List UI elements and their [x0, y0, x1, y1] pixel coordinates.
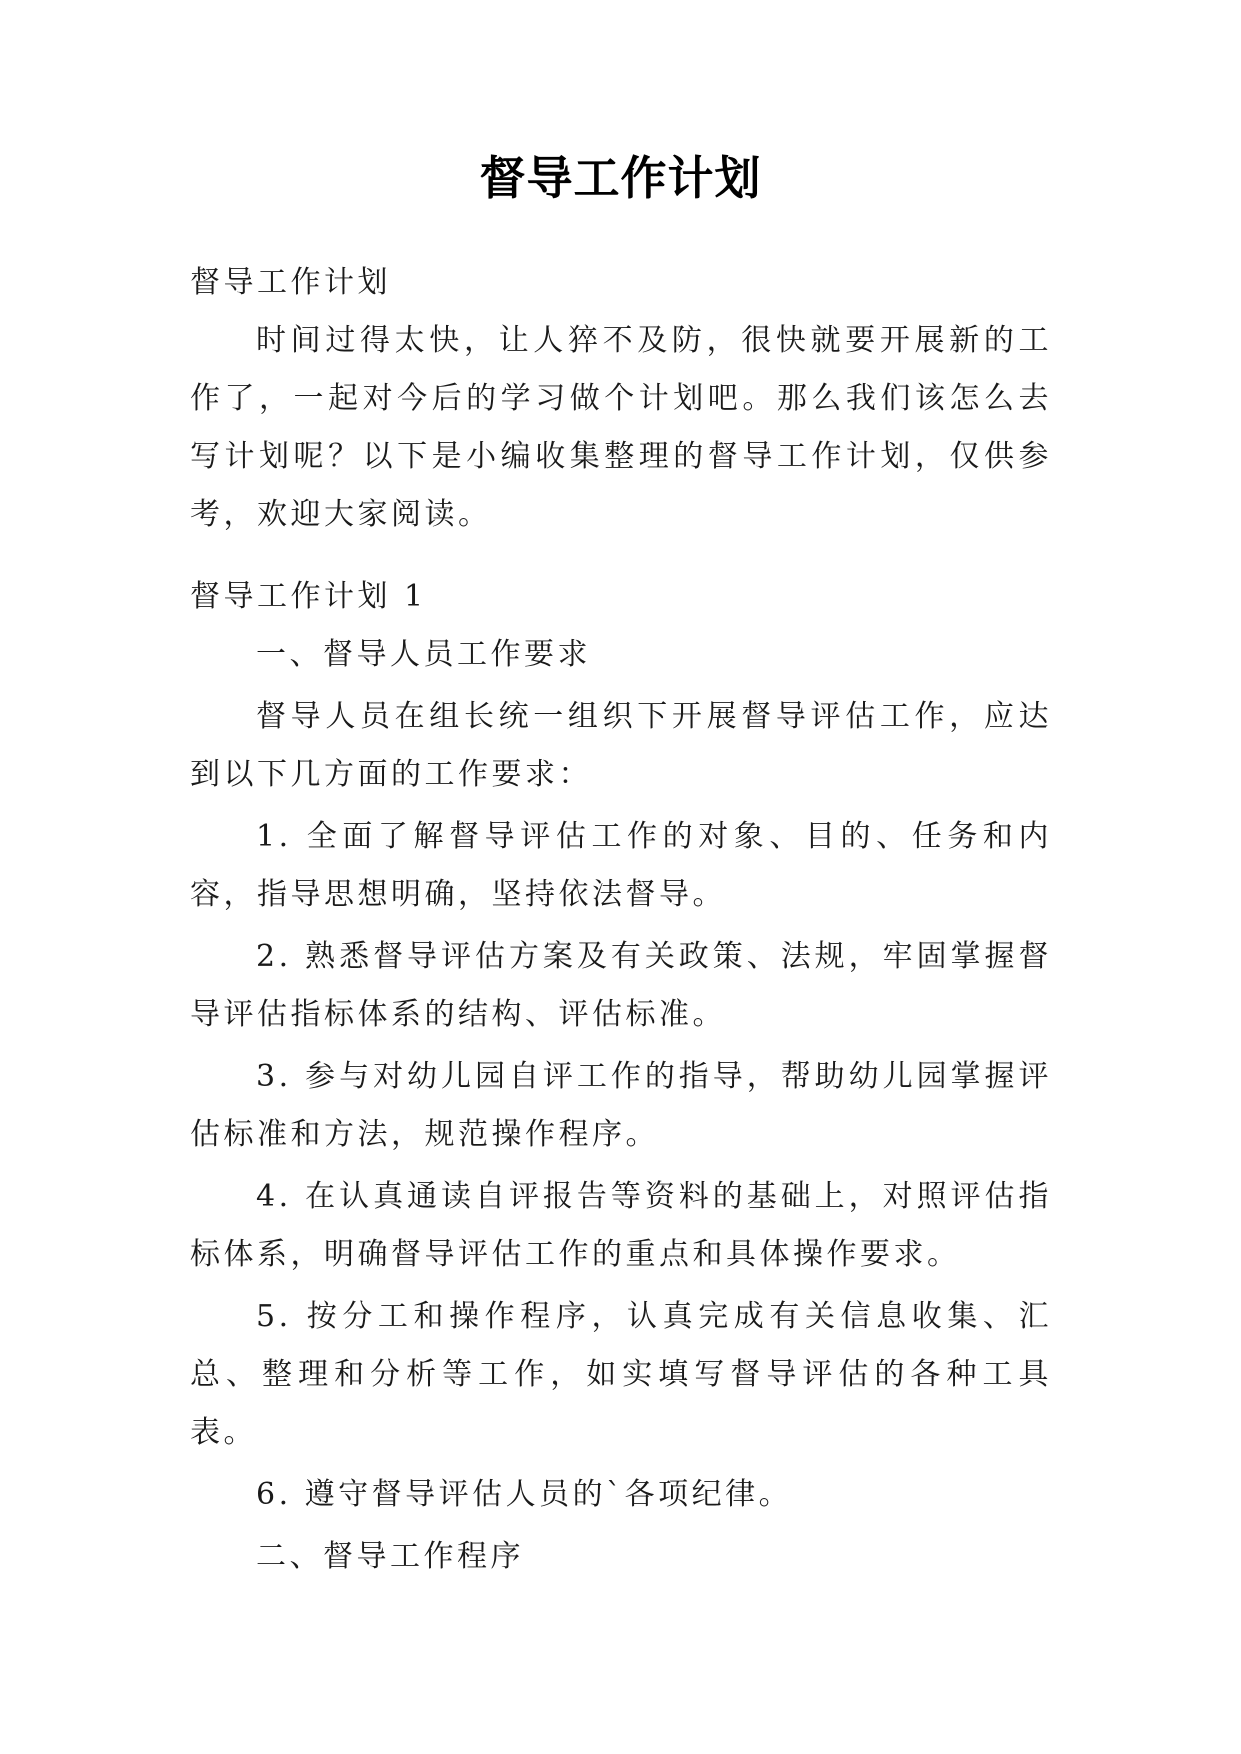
requirement-item-2: 2. 熟悉督导评估方案及有关政策、法规，牢固掌握督导评估指标体系的结构、评估标准。	[190, 939, 1052, 1032]
section-1-block	[190, 568, 1052, 1586]
requirement-item-5: 5. 按分工和操作程序，认真完成有关信息收集、汇总、整理和分析等工作，如实填写督导评估的各种工具表。	[190, 1299, 1052, 1450]
section-heading: 督导工作计划 1	[190, 579, 427, 614]
part-1-heading: 一、督导人员工作要求	[256, 637, 591, 672]
requirement-item-6: 6. 遵守督导评估人员的`各项纪律。	[256, 1477, 793, 1512]
part-2-heading: 二、督导工作程序	[256, 1539, 524, 1574]
requirement-item-3: 3. 参与对幼儿园自评工作的指导，帮助幼儿园掌握评估标准和方法，规范操作程序。	[190, 1059, 1052, 1152]
requirement-item-1: 1. 全面了解督导评估工作的对象、目的、任务和内容，指导思想明确，坚持依法督导。	[190, 819, 1052, 912]
document-title: 督导工作计划	[479, 151, 762, 205]
intro-paragraph: 时间过得太快，让人猝不及防，很快就要开展新的工作了，一起对今后的学习做个计划吧。那么我们该怎么去写计划呢？以下是小编收集整理的督导工作计划，仅供参考，欢迎大家阅读。	[190, 323, 1052, 532]
intro-heading: 督导工作计划	[190, 265, 391, 300]
part-1-intro: 督导人员在组长统一组织下开展督导评估工作，应达到以下几方面的工作要求：	[190, 699, 1052, 792]
requirement-item-4: 4. 在认真通读自评报告等资料的基础上，对照评估指标体系，明确督导评估工作的重点和具体操作要求。	[190, 1179, 1052, 1272]
intro-block	[190, 254, 1052, 544]
